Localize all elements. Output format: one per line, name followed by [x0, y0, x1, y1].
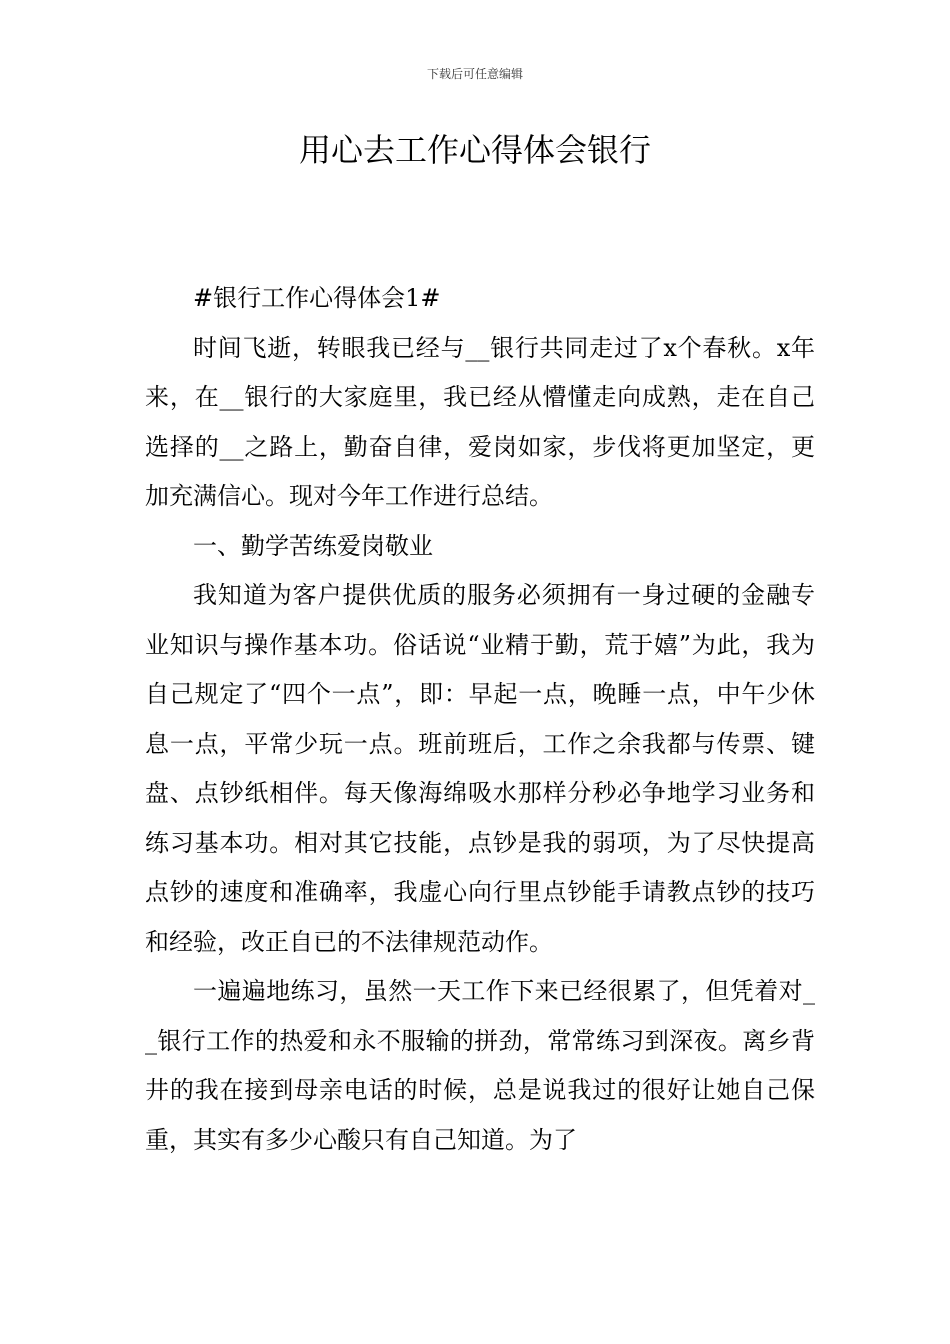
paragraph-study-practice: 我知道为客户提供优质的服务必须拥有一身过硬的金融专业知识与操作基本功。俗话说“业精于勤，荒于嬉”为此，我为自己规定了“四个一点”，即：早起一点，晚睡一点，中午少休息一点，平常少玩一点。班前班后，工作之余我都与传票、键盘、点钞纸相伴。每天像海绵吸水那样分秒必争地学习业务和练习基本功。相对其它技能，点钞是我的弱项，为了尽快提高点钞的速度和准确率，我虚心向行里点钞能手请教点钞的技巧和经验，改正自已的不法律规范动作。	[145, 581, 815, 956]
document-title: 用心去工作心得体会银行	[298, 131, 651, 169]
document-body	[145, 274, 815, 1165]
paragraph-subheading: 一、勤学苦练爱岗敬业	[193, 531, 433, 560]
paragraph-intro: 时间飞逝，转眼我已经与__银行共同走过了x个春秋。x年来，在__银行的大家庭里，我已经从懵懂走向成熟，走在自己选择的__之路上，勤奋自律，爱岗如家，步伐将更加坚定，更加充满信心。现对今年工作进行总结。	[145, 333, 815, 510]
header-note: 下载后可任意编辑	[426, 67, 523, 81]
paragraph-section-heading: #银行工作心得体会1#	[193, 284, 441, 312]
paragraph-practice-continued: 一遍遍地练习，虽然一天工作下来已经很累了，但凭着对__银行工作的热爱和永不服输的拼劲，常常练习到深夜。离乡背井的我在接到母亲电话的时候，总是说我过的很好让她自己保重，其实有多少心酸只有自己知道。为了	[145, 977, 815, 1154]
